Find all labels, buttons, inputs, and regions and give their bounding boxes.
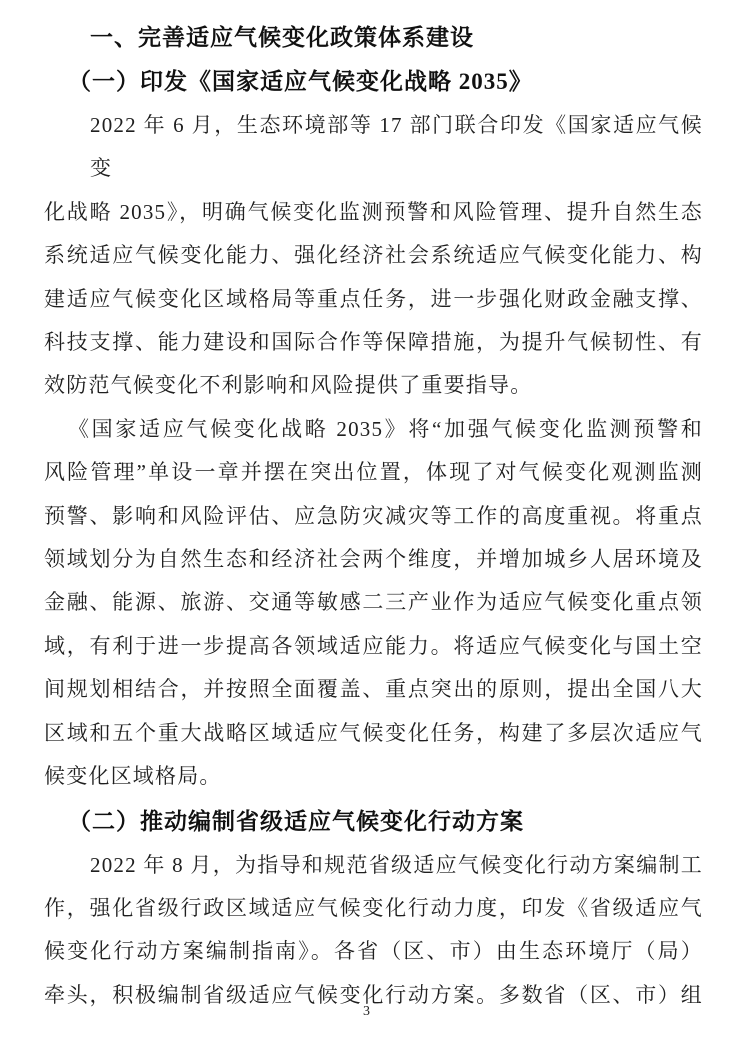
subsection-heading: （一）印发《国家适应气候变化战略 2035》	[68, 69, 533, 94]
text-line: 预警、影响和风险评估、应急防灾减灾等工作的高度重视。将重点	[44, 503, 703, 528]
text-line: 域，有利于进一步提高各领域适应能力。将适应气候变化与国土空	[44, 633, 703, 658]
text-line: 牵头，积极编制省级适应气候变化行动方案。多数省（区、市）组	[44, 982, 703, 1007]
page-number: 3	[363, 1004, 370, 1019]
text-line: 间规划相结合，并按照全面覆盖、重点突出的原则，提出全国八大	[44, 677, 703, 702]
paragraph	[44, 104, 703, 408]
text-line: 2022 年 8 月，为指导和规范省级适应气候变化行动方案编制工	[90, 852, 703, 877]
paragraph	[44, 408, 703, 799]
text-line: 化战略 2035》，明确气候变化监测预警和风险管理、提升自然生态	[44, 199, 703, 224]
text-line: 效防范气候变化不利影响和风险提供了重要指导。	[44, 373, 533, 398]
text-line: 作，强化省级行政区域适应气候变化行动力度，印发《省级适应气	[44, 895, 703, 920]
text-line: 区域和五个重大战略区域适应气候变化任务，构建了多层次适应气	[44, 720, 703, 745]
text-line: 科技支撑、能力建设和国际合作等保障措施，为提升气候韧性、有	[44, 330, 703, 355]
text-line: 建适应气候变化区域格局等重点任务，进一步强化财政金融支撑、	[44, 286, 703, 311]
text-line: 金融、能源、旅游、交通等敏感二三产业作为适应气候变化重点领	[44, 590, 703, 615]
subsection-heading: （二）推动编制省级适应气候变化行动方案	[68, 808, 524, 834]
paragraph	[44, 844, 703, 1018]
text-line: 2022 年 6 月，生态环境部等 17 部门联合印发《国家适应气候变	[90, 113, 703, 181]
text-line: 领域划分为自然生态和经济社会两个维度，并增加城乡人居环境及	[44, 547, 703, 572]
text-line: 风险管理”单设一章并摆在突出位置，体现了对气候变化观测监测	[44, 460, 703, 485]
page-footer	[0, 1004, 733, 1020]
text-line: 候变化行动方案编制指南》。各省（区、市）由生态环境厅（局）	[44, 939, 703, 964]
text-line: 《国家适应气候变化战略 2035》将“加强气候变化监测预警和	[68, 416, 703, 441]
section-heading: 一、完善适应气候变化政策体系建设	[90, 24, 474, 50]
text-line: 候变化区域格局。	[44, 764, 222, 789]
document-body	[44, 15, 703, 1017]
text-line: 系统适应气候变化能力、强化经济社会系统适应气候变化能力、构	[44, 243, 703, 268]
